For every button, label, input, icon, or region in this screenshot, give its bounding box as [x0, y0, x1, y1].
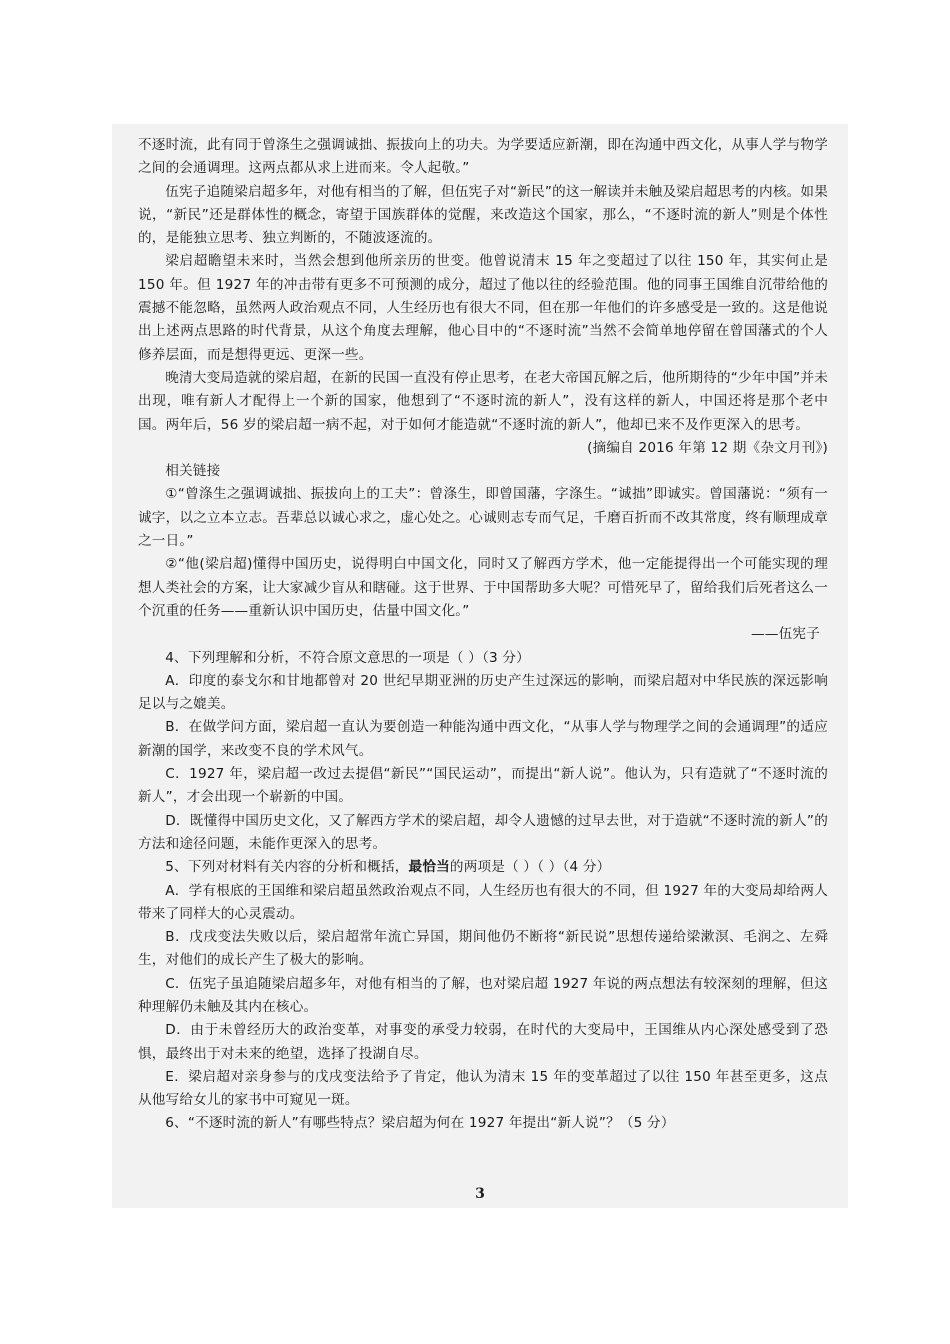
related-link-2: ②“他(梁启超)懂得中国历史，说得明白中国文化，同时又了解西方学术，他一定能提得出一个可能实现的理想人类社会的方案，让大家减少盲从和瞎碰。这于世界、于中国帮助多大呢？可惜死早了，留给我们后死者这么一个沉重的任务——重新认识中国历史，估量中国文化。”: [138, 556, 828, 619]
question-5-stem-pre: 5、下列对材料有关内容的分析和概括，: [165, 859, 409, 876]
question-4-option-a: A．印度的泰戈尔和甘地都曾对 20 世纪早期亚洲的历史产生过深远的影响，而梁启超对中华民族的深远影响足以与之媲美。: [138, 672, 828, 713]
article-paragraph-4: 晚清大变局造就的梁启超，在新的民国一直没有停止思考，在老大帝国瓦解之后，他所期待的“少年中国”并未出现，唯有新人才配得上一个新的国家，他想到了“不逐时流的新人”，没有这样的新人，中国还将是那个老中国。两年后，56 岁的梁启超一病不起，对于如何才能造就“不逐时流的新人”，他却已来不及作更深入的思考。: [138, 369, 828, 433]
question-5-stem-post: 的两项是（ ）（ ）（4 分）: [449, 859, 611, 876]
question-4-option-c: C．1927 年，梁启超一改过去提倡“新民”“国民运动”，而提出“新人说”。他认为，只有造就了“不逐时流的新人”，才会出现一个崭新的中国。: [138, 766, 828, 806]
article-paragraph-3: 梁启超瞻望未来时，当然会想到他所亲历的世变。他曾说清末 15 年之变超过了以往 150 年，其实何止是 150 年。但 1927 年的冲击带有更多不可预测的成分，超过了他以往的经验范围。他的同事王国维自沉带给他的震撼不能忽略，虽然两人政治观点不同，人生经历也有很大不同，但在那一年他们的许多感受是一致的。这是他说出上述两点思路的时代背景，从这个角度去理解，他心目中的“不逐时流”当然不会简单地停留在曾国藩式的个人修养层面，而是想得更远、更深一些。: [138, 253, 828, 363]
question-5-option-c: C．伍宪子虽追随梁启超多年，对他有相当的了解，也对梁启超 1927 年说的两点想法有较深刻的理解，但这种理解仍未触及其内在核心。: [138, 975, 828, 1015]
question-4-stem: 4、下列理解和分析，不符合原文意思的一项是（ ）（3 分）: [165, 649, 530, 666]
article-paragraph-2: 伍宪子追随梁启超多年，对他有相当的了解，但伍宪子对“新民”的这一解读并未触及梁启超思考的内核。如果说，“新民”还是群体性的概念，寄望于国族群体的觉醒，来改造这个国家，那么，“不逐时流的新人”则是个体性的，是能独立思考、独立判断的，不随波逐流的。: [138, 183, 828, 247]
question-4-option-b: B．在做学问方面，梁启超一直认为要创造一种能沟通中西文化，“从事人学与物理学之间的会通调理”的适应新潮的国学，来改变不良的学术风气。: [138, 719, 828, 759]
question-5-option-b: B．戊戌变法失败以后，梁启超常年流亡异国，期间他仍不断将“新民说”思想传递给梁漱溟、毛润之、左舜生，对他们的成长产生了极大的影响。: [138, 929, 828, 969]
related-link-attribution: ——伍宪子: [751, 626, 820, 643]
article-source: (摘编自 2016 年第 12 期《杂文月刊》): [587, 439, 828, 456]
page-number: 3: [475, 1186, 485, 1202]
question-5-option-d: D．由于未曾经历大的政治变革，对事变的承受力较弱，在时代的大变局中，王国维从内心深处感受到了恐惧，最终出于对未来的绝望，选择了投湖自尽。: [138, 1022, 828, 1062]
question-5-option-e: E．梁启超对亲身参与的戊戌变法给予了肯定，他认为清末 15 年的变革超过了以往 150 年甚至更多，这点从他写给女儿的家书中可窥见一斑。: [138, 1068, 828, 1109]
question-5-option-a: A．学有根底的王国维和梁启超虽然政治观点不同，人生经历也有很大的不同，但 1927 年的大变局却给两人带来了同样大的心灵震动。: [138, 882, 828, 922]
page-content: [138, 134, 828, 1136]
related-link-1: ①“曾涤生之强调诚拙、振拔向上的工夫”：曾涤生，即曾国藩，字涤生。“诚拙”即诚实。曾国藩说：“须有一诚字，以之立本立志。吾辈总以诚心求之，虚心处之。心诚则志专而气足，千磨百折而不改其常度，终有顺理成章之一日。”: [138, 486, 828, 550]
question-5-stem-emphasis: 最恰当: [408, 859, 450, 876]
question-4-option-d: D．既懂得中国历史文化，又了解西方学术的梁启超，却令人遗憾的过早去世，对于造就“不逐时流的新人”的方法和途径问题，未能作更深入的思考。: [138, 812, 828, 852]
document-page: [112, 124, 848, 1208]
question-5-stem: [138, 856, 828, 879]
article-paragraph-1: 不逐时流，此有同于曾涤生之强调诚拙、振拔向上的功夫。为学要适应新潮，即在沟通中西文化，从事人学与物学之间的会通调理。这两点都从求上进而来。令人起敬。”: [138, 137, 828, 177]
related-links-heading: 相关链接: [165, 463, 221, 480]
question-6-stem: 6、“不逐时流的新人”有哪些特点？梁启超为何在 1927 年提出“新人说”？（5 分）: [165, 1115, 675, 1132]
